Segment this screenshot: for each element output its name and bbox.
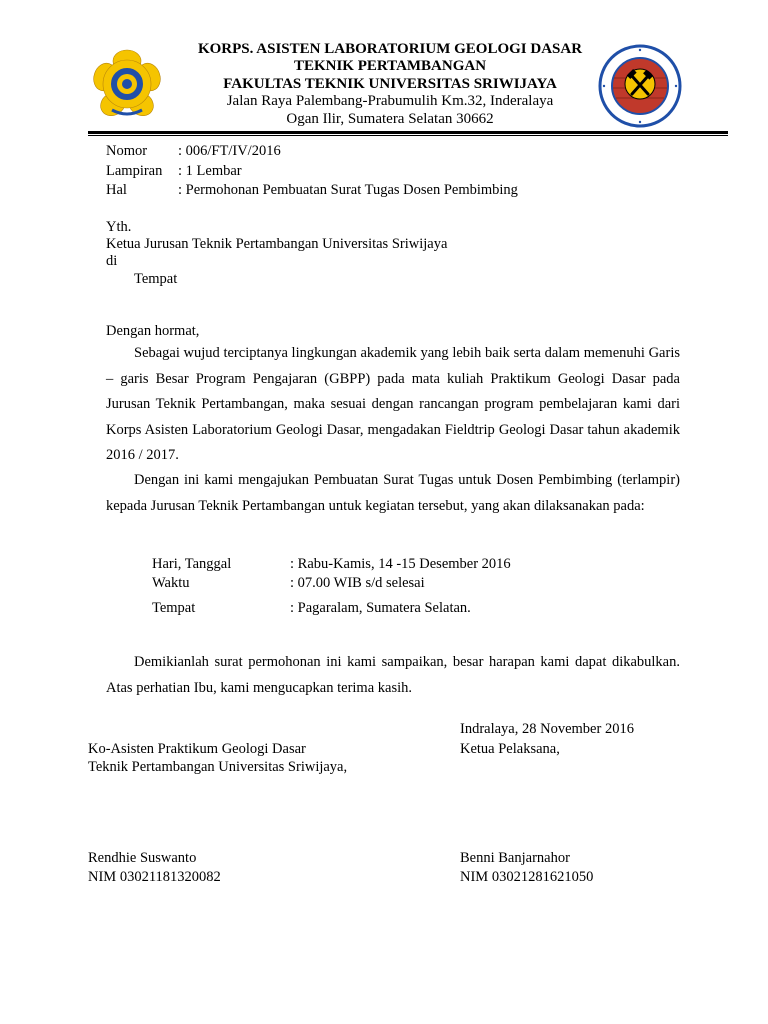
hal-value: : Permohonan Pembuatan Surat Tugas Dosen Pembimbing <box>178 182 518 198</box>
recipient-di: di <box>106 253 118 269</box>
schedule-label-place: Tempat <box>152 600 196 616</box>
header-divider-thick <box>88 131 728 134</box>
right-title: Ketua Pelaksana, <box>460 741 560 757</box>
lampiran-label: Lampiran <box>106 163 163 179</box>
schedule-label-day: Hari, Tanggal <box>152 556 232 572</box>
address-line-2: Ogan Ilir, Sumatera Selatan 30662 <box>286 111 494 127</box>
org-line-2: TEKNIK PERTAMBANGAN <box>293 58 487 74</box>
org-line-3: FAKULTAS TEKNIK UNIVERSITAS SRIWIJAYA <box>223 76 557 92</box>
recipient-place: Tempat <box>134 271 178 287</box>
paragraph-3: Demikianlah surat permohonan ini kami sampaikan, besar harapan kami dapat dikabulkan. Atas perhatian Ibu, kami mengucapkan terima kasih. <box>106 654 680 696</box>
schedule-value-place: : Pagaralam, Sumatera Selatan. <box>290 600 471 616</box>
address-line-1: Jalan Raya Palembang-Prabumulih Km.32, Inderalaya <box>226 93 554 109</box>
right-signer-nim: NIM 03021281621050 <box>460 869 594 885</box>
lampiran-value: : 1 Lembar <box>178 163 242 179</box>
left-signer-name: Rendhie Suswanto <box>88 850 197 866</box>
left-title-1: Ko-Asisten Praktikum Geologi Dasar <box>88 741 306 757</box>
left-title-2: Teknik Pertambangan Universitas Sriwijaya, <box>88 759 348 775</box>
paragraph-2: Dengan ini kami mengajukan Pembuatan Surat Tugas untuk Dosen Pembimbing (terlampir) kepada Jurusan Teknik Pertambangan untuk kegiatan tersebut, yang akan dilaksanakan pada: <box>106 472 680 514</box>
hal-label: Hal <box>106 182 127 198</box>
nomor-value: : 006/FT/IV/2016 <box>178 143 281 159</box>
yth: Yth. <box>106 219 132 235</box>
greeting: Dengan hormat, <box>106 323 200 339</box>
nomor-label: Nomor <box>106 143 148 159</box>
recipient-line: Ketua Jurusan Teknik Pertambangan Universitas Sriwijaya <box>106 236 448 252</box>
header-divider-thin <box>88 135 728 136</box>
right-signer-name: Benni Banjarnahor <box>460 850 570 866</box>
schedule-value-time: : 07.00 WIB s/d selesai <box>290 575 425 591</box>
schedule-label-time: Waktu <box>152 575 190 591</box>
schedule-value-day: : Rabu-Kamis, 14 -15 Desember 2016 <box>290 556 511 572</box>
date-place: Indralaya, 28 November 2016 <box>460 721 634 737</box>
paragraph-1: Sebagai wujud terciptanya lingkungan akademik yang lebih baik serta dalam memenuhi Garis – garis Besar Program Pengajaran (GBPP) pada mata kuliah Praktikum Geologi Dasar pada Jurusan Teknik Pertambangan, maka sesuai dengan rancangan program pembelajaran kami dari Korps Asisten Laboratorium Geologi Dasar, mengadakan Fieldtrip Geologi Dasar tahun akademik 2016 / 2017. <box>106 345 680 463</box>
org-line-1: KORPS. ASISTEN LABORATORIUM GEOLOGI DASAR <box>197 41 583 57</box>
left-signer-nim: NIM 03021181320082 <box>88 869 221 885</box>
